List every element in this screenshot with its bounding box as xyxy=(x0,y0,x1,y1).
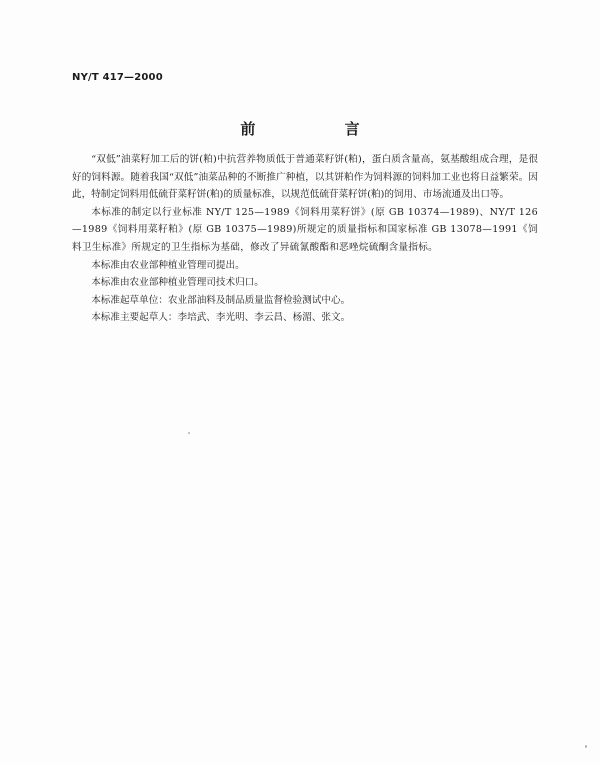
page-title: 前 言 xyxy=(240,120,402,138)
standard-code: NY/T 417—2000 xyxy=(72,72,163,83)
scan-speck xyxy=(585,745,587,748)
paragraph-administrator: 本标准由农业部种植业管理司技术归口。 xyxy=(91,277,264,289)
paragraph-drafting-unit: 本标准起草单位：农业部油料及制品质量监督检验测试中心。 xyxy=(91,294,351,306)
foreword-body xyxy=(72,151,538,327)
paragraph-background: “双低”油菜籽加工后的饼(粕)中抗营养物质低于普通菜籽饼(粕)，蛋白质含量高，氨基酸组成合理，是很好的饲料源。随着我国“双低”油菜品种的不断推广种植，以其饼粕作为饲料源的饲料加工业也将日益繁荣。因此，特制定饲料用低硫苷菜籽饼(粕)的质量标准，以规范低硫苷菜籽饼(粕)的饲用、市场流通及出口等。 xyxy=(72,154,538,201)
paragraph-drafters: 本标准主要起草人：李培武、李光明、李云昌、杨湄、张文。 xyxy=(91,312,351,324)
scan-speck xyxy=(188,432,190,434)
paragraph-proposer: 本标准由农业部种植业管理司提出。 xyxy=(91,259,245,271)
paragraph-basis: 本标准的制定以行业标准 NY/T 125—1989《饲料用菜籽饼》(原 GB 10374—1989)、NY/T 126—1989《饲料用菜籽粕》(原 GB 10375—1989)所规定的质量指标和国家标准 GB 13078—1991《饲料卫生标准》所规定的卫生指标为基础，修改了异硫氰酸酯和恶唑烷硫酮含量指标。 xyxy=(72,206,538,253)
